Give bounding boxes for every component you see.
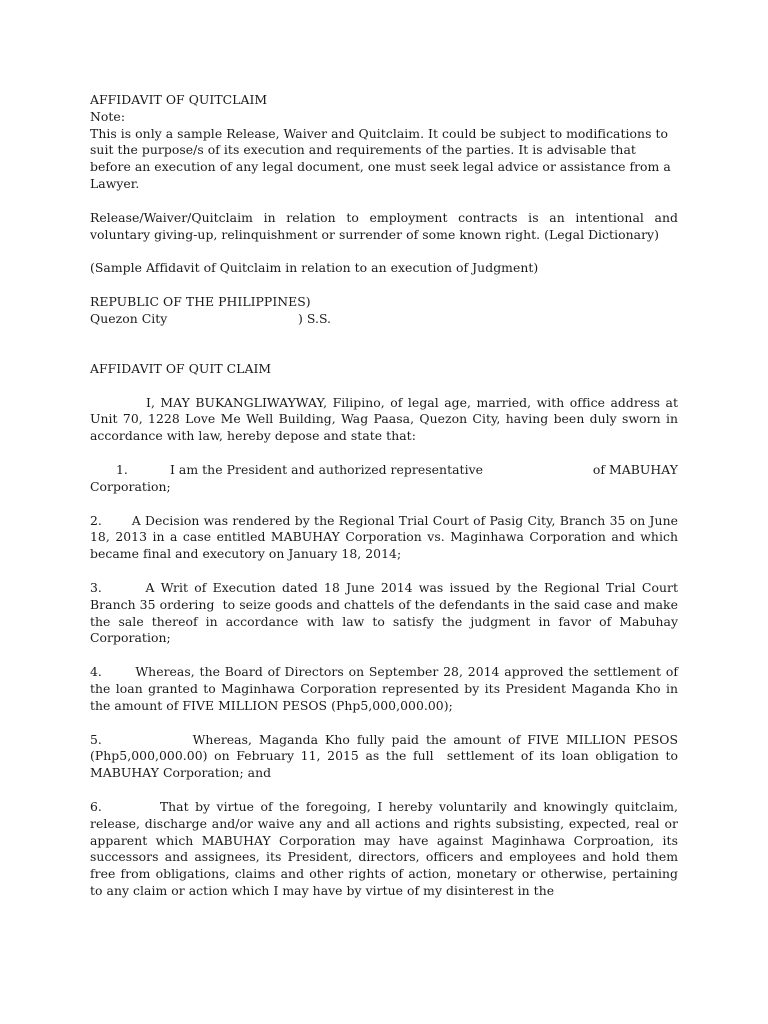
item-1-tail: of MABUHAY [592,461,678,477]
venue-republic: REPUBLIC OF THE PHILIPPINES) [90,294,311,310]
item-1-continuation: Corporation; [90,478,171,494]
item-3: 3. A Writ of Execution dated 18 June 2014 was issued by the Regional Trial Court Branch 35 ordering to seize goods and chattels of the defendants in the said case and make the sale thereof in accordance with law to satisfy the judgment in favor of Mabuhay Corporation; [90,579,682,646]
document-page [90,92,682,900]
item-5: 5. Whereas, Maganda Kho fully paid the amount of FIVE MILLION PESOS (Php5,000,000.00) on February 11, 2015 as the full settlement of its loan obligation to MABUHAY Corporation; and [90,731,682,781]
item-4: 4. Whereas, the Board of Directors on September 28, 2014 approved the settlement of the loan granted to Maginhawa Corporation represented by its President Maganda Kho in the amount of FIVE MILLION PESOS (Php5,000,000.00); [90,664,682,713]
item-6: 6. That by virtue of the foregoing, I hereby voluntarily and knowingly quitclaim, release, discharge and/or waive any and all actions and rights subsisting, expected, real or apparent which MABUHAY Corporation may have against Maginhawa Corproation, its successors and assignees, its President, directors, officers and employees and hold them free from obligations, claims and other rights of action, monetary or otherwise, pertaining to any claim or action which I may have by virtue of my disinterest in the [90,798,682,898]
document-title: AFFIDAVIT OF QUITCLAIM [90,92,268,107]
venue-city: Quezon City [90,310,168,326]
affidavit-heading: AFFIDAVIT OF QUIT CLAIM [90,360,272,376]
note-label: Note: [90,108,126,124]
item-2: 2. A Decision was rendered by the Regional Trial Court of Pasig City, Branch 35 on June 18, 2013 in a case entitled MABUHAY Corporation vs. Maginhawa Corporation and which became final and executory on January 18, 2014; [90,512,682,562]
definition-paragraph: Release/Waiver/Quitclaim in relation to employment contracts is an intentional and voluntary giving-up, relinquishment or surrender of some known right. (Legal Dictionary) [90,209,678,242]
sample-caption: (Sample Affidavit of Quitclaim in relation to an execution of Judgment) [90,260,539,276]
item-1-text: I am the President and authorized representative [170,461,484,477]
item-1-number: 1. [116,461,128,477]
item-1 [90,462,678,479]
venue-ss: ) S.S. [298,310,332,326]
note-paragraph: This is only a sample Release, Waiver and Quitclaim. It could be subject to modifications to suit the purpose/s of its execution and requirements of the parties. It is advisable that before an execution of any legal document, one must seek legal advice or assistance from a Lawyer. [90,125,671,191]
venue-city-row [90,311,350,328]
intro-paragraph: I, MAY BUKANGLIWAYWAY, Filipino, of legal age, married, with office address at Unit 70, 1228 Love Me Well Building, Wag Paasa, Quezon City, having been duly sworn in accordance with law, hereby depose and state that: [90,394,678,444]
